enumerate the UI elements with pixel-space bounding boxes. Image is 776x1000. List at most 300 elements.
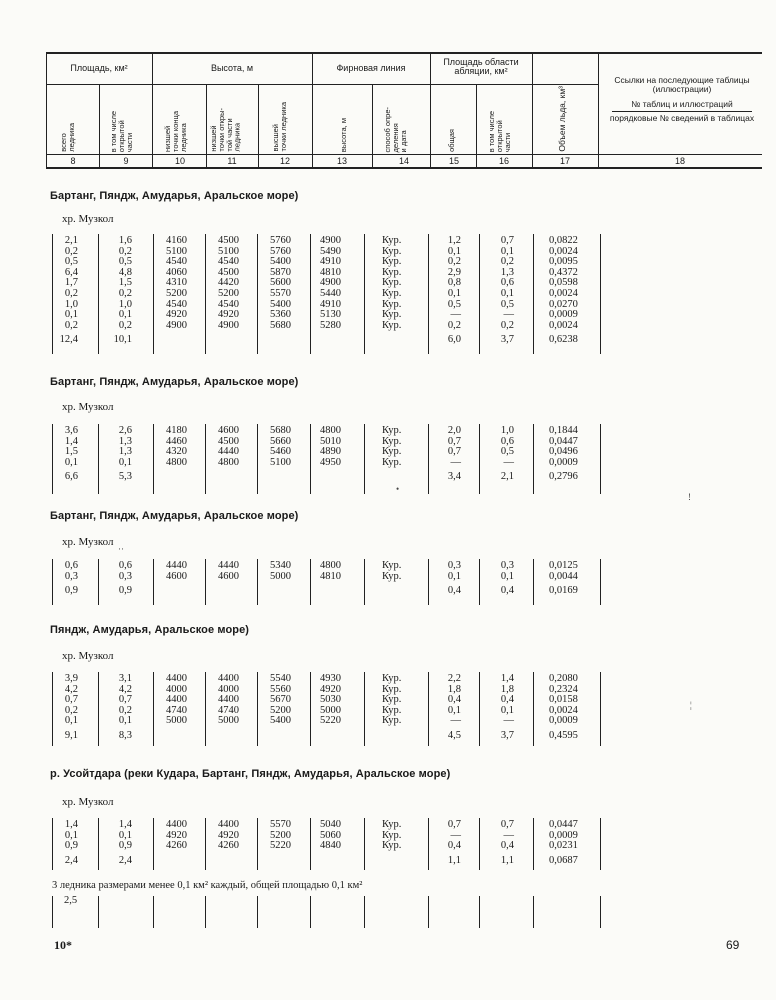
cell-ablation-total: — <box>450 715 461 727</box>
cell-firn-height: 4840 <box>320 840 341 852</box>
column-rule <box>310 234 311 354</box>
cell-ablation-total: 0,1 <box>447 288 461 299</box>
cell-ice-volume: 0,0231 <box>549 840 578 852</box>
column-rule <box>205 672 206 746</box>
column-rule <box>600 672 601 746</box>
column-rule <box>257 896 258 928</box>
cell-ice-volume: 0,0125 <box>549 560 578 571</box>
col-num: 17 <box>559 156 570 166</box>
cell-area-open: 4,8 <box>118 266 132 278</box>
cell-h-open-end: 4540 <box>218 256 239 268</box>
total-ice-volume: 0,0687 <box>549 854 578 866</box>
cell-ice-volume: 0,0009 <box>549 456 578 468</box>
cell-method: Кур. <box>382 245 402 257</box>
total-area-total: 12,4 <box>59 334 78 346</box>
total-ablation-total: 6,0 <box>447 334 461 346</box>
cell-h-open-end: 4500 <box>218 235 239 246</box>
cell-ablation-total: 2,2 <box>447 673 461 684</box>
column-rule <box>153 424 154 494</box>
cell-ablation-total: 0,2 <box>447 319 461 331</box>
cell-method: Кур. <box>382 456 402 468</box>
cell-area-total: 0,2 <box>64 319 78 331</box>
section-title: Бартанг, Пяндж, Амударья, Аральское море) <box>50 510 299 522</box>
total-ablation-open: 2,1 <box>500 471 514 483</box>
cell-ablation-total: 2,9 <box>447 266 461 278</box>
cell-ablation-total: 0,5 <box>447 298 461 310</box>
cell-area-total: 1,0 <box>64 298 78 310</box>
ridge-name: хр. Музкол <box>62 401 114 413</box>
cell-ice-volume: 0,0447 <box>549 819 578 830</box>
column-rule <box>533 234 534 354</box>
cell-firn-height: 4800 <box>320 425 341 436</box>
col-label-12: высшей точки ледника <box>271 102 288 152</box>
cell-firn-height: 5000 <box>320 704 341 716</box>
column-rule <box>600 559 601 605</box>
cell-h-end: 4440 <box>166 560 187 571</box>
header-group-rule <box>46 84 598 85</box>
cell-h-top: 5660 <box>270 435 291 447</box>
cell-area-total: 0,1 <box>64 715 78 727</box>
cell-h-top: 5200 <box>270 829 291 841</box>
cell-ice-volume: 0,0095 <box>549 256 578 268</box>
cell-h-end: 5100 <box>166 245 187 257</box>
cell-h-end: 4900 <box>166 319 187 331</box>
cell-ablation-open: — <box>503 456 514 468</box>
cell-ice-volume: 0,0024 <box>549 245 578 257</box>
cell-area-total: 0,1 <box>64 456 78 468</box>
column-rule <box>364 672 365 746</box>
cell-h-end: 4920 <box>166 829 187 841</box>
column-rule <box>310 424 311 494</box>
cell-area-open: 0,9 <box>118 840 132 852</box>
col-num: 15 <box>448 156 459 166</box>
ridge-name: хр. Музкол <box>62 213 114 225</box>
ridge-name: хр. Музкол <box>62 796 114 808</box>
cell-ice-volume: 0,0009 <box>549 309 578 321</box>
column-rule <box>52 896 53 928</box>
cell-method: Кур. <box>382 840 402 852</box>
cell-h-open-end: 4000 <box>218 683 239 695</box>
cell-method: Кур. <box>382 235 402 246</box>
col-label-16: в том числе открытой части <box>487 110 512 152</box>
cell-method: Кур. <box>382 319 402 331</box>
cell-ice-volume: 0,2080 <box>549 673 578 684</box>
cell-ice-volume: 0,2324 <box>549 683 578 695</box>
cell-h-open-end: 4740 <box>218 704 239 716</box>
column-rule <box>153 234 154 354</box>
col-label-9: в том числе открытой части <box>109 110 134 152</box>
cell-firn-height: 5440 <box>320 288 341 299</box>
cell-h-open-end: 5200 <box>218 288 239 299</box>
cell-firn-height: 5030 <box>320 694 341 706</box>
cell-area-total: 0,6 <box>64 560 78 571</box>
cell-area-open: 4,2 <box>118 683 132 695</box>
cell-method: Кур. <box>382 829 402 841</box>
col-num: 14 <box>398 156 409 166</box>
cell-firn-height: 5220 <box>320 715 341 727</box>
col-label-17: Объем льда, км³ <box>557 86 567 152</box>
col-label-8: всего ледника <box>59 123 76 152</box>
cell-method: Кур. <box>382 673 402 684</box>
total-ice-volume: 0,0169 <box>549 585 578 597</box>
col-num: 18 <box>674 156 685 166</box>
cell-method: Кур. <box>382 683 402 695</box>
note-text: 3 ледника размерами менее 0,1 км² каждый, общей площадью 0,1 км² <box>52 880 363 891</box>
cell-area-total: 0,2 <box>64 245 78 257</box>
cell-firn-height: 4950 <box>320 456 341 468</box>
column-rule <box>310 896 311 928</box>
column-rule <box>479 896 480 928</box>
cell-area-open: 1,5 <box>118 277 132 289</box>
refs-title: Ссылки на последующие таблицы (иллюстрации) <box>614 75 750 95</box>
cell-area-total: 0,2 <box>64 288 78 299</box>
cell-h-top: 5680 <box>270 425 291 436</box>
cell-h-end: 4060 <box>166 266 187 278</box>
cell-h-end: 4800 <box>166 456 187 468</box>
total-area-total: 6,6 <box>64 471 78 483</box>
column-rule <box>533 424 534 494</box>
section-title: Бартанг, Пяндж, Амударья, Аральское море) <box>50 376 299 388</box>
cell-ablation-open: 0,6 <box>500 435 514 447</box>
column-rule <box>364 896 365 928</box>
cell-firn-height: 5010 <box>320 435 341 447</box>
cell-area-open: 0,2 <box>118 319 132 331</box>
column-rule <box>310 672 311 746</box>
cell-method: Кур. <box>382 560 402 571</box>
cell-method: Кур. <box>382 298 402 310</box>
cell-ablation-open: 0,1 <box>500 245 514 257</box>
cell-area-total: 0,1 <box>64 829 78 841</box>
cell-firn-height: 4910 <box>320 256 341 268</box>
cell-h-end: 4400 <box>166 673 187 684</box>
section-title: Пяндж, Амударья, Аральское море) <box>50 624 250 636</box>
cell-h-end: 5200 <box>166 288 187 299</box>
cell-area-open: 0,1 <box>118 456 132 468</box>
cell-h-open-end: 4400 <box>218 673 239 684</box>
cell-ablation-total: 0,7 <box>447 819 461 830</box>
group-height: Высота, м <box>210 63 254 73</box>
cell-ablation-open: 0,2 <box>500 256 514 268</box>
cell-h-open-end: 4920 <box>218 309 239 321</box>
total-area-total: 2,4 <box>64 854 78 866</box>
cell-h-end: 4400 <box>166 694 187 706</box>
cell-h-top: 5570 <box>270 288 291 299</box>
cell-h-top: 5000 <box>270 570 291 582</box>
col-label-13: высота, м <box>339 117 348 152</box>
total-area-open: 5,3 <box>118 471 132 483</box>
cell-area-open: 3,1 <box>118 673 132 684</box>
cell-ablation-total: 0,7 <box>447 446 461 458</box>
cell-area-open: 0,2 <box>118 245 132 257</box>
cell-area-open: 0,2 <box>118 704 132 716</box>
cell-method: Кур. <box>382 266 402 278</box>
cell-area-total: 0,7 <box>64 694 78 706</box>
cell-ablation-total: 1,8 <box>447 683 461 695</box>
total-ice-volume: 0,2796 <box>549 471 578 483</box>
cell-area-total: 1,7 <box>64 277 78 289</box>
cell-method: Кур. <box>382 446 402 458</box>
page-number: 69 <box>726 938 740 952</box>
cell-h-top: 5200 <box>270 704 291 716</box>
cell-h-open-end: 4440 <box>218 560 239 571</box>
cell-ablation-open: 1,3 <box>500 266 514 278</box>
data-block <box>0 672 776 746</box>
cell-method: Кур. <box>382 256 402 268</box>
cell-h-top: 5540 <box>270 673 291 684</box>
cell-firn-height: 5490 <box>320 245 341 257</box>
cell-ice-volume: 0,0822 <box>549 235 578 246</box>
cell-ablation-total: 2,0 <box>447 425 461 436</box>
cell-ice-volume: 0,0158 <box>549 694 578 706</box>
cell-firn-height: 5280 <box>320 319 341 331</box>
total-ablation-open: 0,4 <box>500 585 514 597</box>
cell-h-open-end: 4540 <box>218 298 239 310</box>
total-area-open: 8,3 <box>118 730 132 741</box>
column-rule <box>153 896 154 928</box>
cell-ablation-open: 1,8 <box>500 683 514 695</box>
cell-area-total: 4,2 <box>64 683 78 695</box>
cell-ablation-total: 0,8 <box>447 277 461 289</box>
column-rule <box>364 818 365 870</box>
cell-h-open-end: 4400 <box>218 819 239 830</box>
column-rule <box>153 559 154 605</box>
total-area-open: 10,1 <box>113 334 132 346</box>
cell-ice-volume: 0,1844 <box>549 425 578 436</box>
cell-h-end: 5000 <box>166 715 187 727</box>
cell-ablation-open: 0,5 <box>500 298 514 310</box>
cell-area-open: 1,3 <box>118 435 132 447</box>
cell-ablation-open: 0,3 <box>500 560 514 571</box>
total-area-total: 0,9 <box>64 585 78 597</box>
cell-area-open: 0,6 <box>118 560 132 571</box>
cell-ice-volume: 0,0009 <box>549 715 578 727</box>
column-rule <box>310 818 311 870</box>
cell-ablation-total: 1,2 <box>447 235 461 246</box>
cell-ablation-open: — <box>503 309 514 321</box>
col-label-14: способ опре- деления и дата <box>383 106 408 152</box>
note-block <box>0 896 776 928</box>
column-rule <box>533 818 534 870</box>
cell-firn-height: 5130 <box>320 309 341 321</box>
cell-ice-volume: 0,0496 <box>549 446 578 458</box>
column-rule <box>428 896 429 928</box>
cell-ablation-total: — <box>450 309 461 321</box>
cell-h-open-end: 4600 <box>218 570 239 582</box>
column-rule <box>205 818 206 870</box>
group-ablation: Площадь области абляции, км² <box>443 57 519 77</box>
cell-h-open-end: 4500 <box>218 435 239 447</box>
cell-ablation-total: — <box>450 829 461 841</box>
cell-ablation-open: 0,6 <box>500 277 514 289</box>
cell-ablation-open: 0,7 <box>500 235 514 246</box>
document-page: Площадь, км² Высота, м Фирновая линия Площадь области абляции, км² всего ледника в том числе открытой части низшей точки конца ледника низшей точки откры- той части ледника высшей точки ледника высота, м способ опре- деления и дата общая в том числе открытой части Объем льда, км³ Ссылки на последующие таблицы (иллюстрации) № таблиц и иллюстраций порядковые № сведений в таблицах 8 9 10 11 12 13 14 15 16 17 18 Бартанг, Пяндж, Амударья, Аральское море) хр. Музкол 2,1 1,6 4160 4500 5760 4900 Кур. 1,2 0,7 0,0822 0,2 0,2 5100 5100 5760 5490 Кур. 0,1 0,1 0,0024 0,5 0,5 4540 4540 5400 4910 Кур. 0,2 0,2 0,0095 6,4 4,8 4060 4500 5870 4810 Кур. 2,9 1,3 0,4372 1,7 1,5 4310 4420 5600 4900 Кур. 0,8 0,6 0,0598 0,2 0,2 5200 5200 5570 5440 Кур. 0,1 0,1 0,0024 1,0 1,0 4540 4540 5400 4910 Кур. 0,5 0,5 0,0270 0,1 0,1 4920 4920 5360 5130 Кур. — — 0,0009 0,2 0,2 4900 4900 5680 5280 Кур. 0,2 0,2 0,0024 12,4 10,1 6,0 3,7 0,6238 Бартанг, Пяндж, Амударья, Аральское море) хр. Музкол 3,6 2,6 4180 4600 5680 4800 Кур. 2,0 1,0 0,1844 1,4 1,3 4460 4500 5660 5010 Кур. 0,7 0,6 0,0447 1,5 1,3 4320 4440 5460 4890 Кур. 0,7 0,5 0,0496 0,1 0,1 4800 4800 5100 4950 Кур. — — 0,0009 6,6 5,3 3,4 2,1 0,2796 • Бартанг, Пяндж, Амударья, Аральское море) хр. Музкол ·· 0,6 0,6 4440 4440 5340 4800 Кур. 0,3 0,3 0,0125 0,3 0,3 4600 4600 5000 4810 Кур. 0,1 0,1 0,0044 0,9 0,9 0,4 0,4 0,0169 Пяндж, Амударья, Аральское море) хр. Музкол 3,9 3,1 4400 4400 5540 4930 Кур. 2,2 1,4 0,2080 4,2 4,2 4000 4000 5560 4920 Кур. 1,8 1,8 0,2324 0,7 0,7 4400 4400 5670 5030 Кур. 0,4 0,4 0,0158 0,2 0,2 4740 4740 5200 5000 Кур. 0,1 0,1 0,0024 0,1 0,1 5000 5000 5400 5220 Кур. — — 0,0009 9,1 8,3 4,5 3,7 0,4595 р. Усойтдара (реки Кудара, Бартанг, Пяндж, Амударья, Аральское море) хр. Музкол 1,4 1,4 4400 4400 5570 5040 Кур. 0,7 0,7 0,0447 0,1 0,1 4920 4920 5200 5060 Кур. — — 0,0009 0,9 0,9 4260 4260 5220 4840 Кур. 0,4 0,4 0,0231 2,4 2,4 1,1 1,1 0,0687 3 ледника размерами менее 0,1 км² каждый, общей площадью 0,1 км² 2,5 10* 69 ! ¦ <box>0 0 776 1000</box>
col-num: 9 <box>123 156 129 166</box>
ridge-name: хр. Музкол <box>62 536 114 548</box>
cell-area-open: 0,5 <box>118 256 132 268</box>
section-title: р. Усойтдара (реки Кудара, Бартанг, Пяндж, Амударья, Аральское море) <box>50 768 451 780</box>
cell-h-end: 4160 <box>166 235 187 246</box>
cell-area-open: 1,6 <box>118 235 132 246</box>
cell-h-end: 4180 <box>166 425 187 436</box>
data-block <box>0 818 776 870</box>
note-value: 2,5 <box>64 895 78 906</box>
data-block <box>0 424 776 494</box>
column-rule <box>205 896 206 928</box>
cell-ablation-open: — <box>503 829 514 841</box>
cell-area-total: 3,6 <box>64 425 78 436</box>
cell-h-open-end: 4260 <box>218 840 239 852</box>
cell-h-open-end: 4400 <box>218 694 239 706</box>
cell-method: Кур. <box>382 309 402 321</box>
column-rule <box>205 559 206 605</box>
refs-sub-2: порядковые № сведений в таблицах <box>609 113 755 123</box>
cell-firn-height: 4890 <box>320 446 341 458</box>
col-num: 13 <box>336 156 347 166</box>
cell-firn-height: 4920 <box>320 683 341 695</box>
column-rule <box>600 896 601 928</box>
cell-h-top: 5760 <box>270 245 291 257</box>
total-ablation-total: 0,4 <box>447 585 461 597</box>
cell-h-open-end: 5100 <box>218 245 239 257</box>
cell-area-total: 1,5 <box>64 446 78 458</box>
cell-area-total: 6,4 <box>64 266 78 278</box>
cell-h-top: 5360 <box>270 309 291 321</box>
column-rule <box>257 672 258 746</box>
cell-h-open-end: 4800 <box>218 456 239 468</box>
column-rule <box>600 818 601 870</box>
cell-h-open-end: 4500 <box>218 266 239 278</box>
cell-ablation-total: 0,4 <box>447 840 461 852</box>
cell-ablation-open: 0,5 <box>500 446 514 458</box>
cell-h-open-end: 4600 <box>218 425 239 436</box>
cell-ablation-total: 0,2 <box>447 256 461 268</box>
cell-h-end: 4920 <box>166 309 187 321</box>
cell-h-top: 5670 <box>270 694 291 706</box>
total-area-open: 0,9 <box>118 585 132 597</box>
cell-method: Кур. <box>382 277 402 289</box>
cell-h-end: 4320 <box>166 446 187 458</box>
cell-firn-height: 4810 <box>320 570 341 582</box>
cell-h-top: 5400 <box>270 256 291 268</box>
column-rule <box>533 896 534 928</box>
group-firn-line: Фирновая линия <box>336 63 406 73</box>
cell-h-top: 5570 <box>270 819 291 830</box>
cell-ablation-total: 0,1 <box>447 704 461 716</box>
cell-ice-volume: 0,4372 <box>549 266 578 278</box>
cell-h-top: 5340 <box>270 560 291 571</box>
col-num: 11 <box>227 156 237 166</box>
group-area: Площадь, км² <box>70 63 128 73</box>
cell-ablation-open: 1,4 <box>500 673 514 684</box>
cell-ice-volume: 0,0024 <box>549 319 578 331</box>
cell-area-total: 0,2 <box>64 704 78 716</box>
cell-area-total: 0,5 <box>64 256 78 268</box>
cell-h-top: 5460 <box>270 446 291 458</box>
cell-method: Кур. <box>382 288 402 299</box>
cell-method: Кур. <box>382 694 402 706</box>
cell-area-total: 0,1 <box>64 309 78 321</box>
cell-method: Кур. <box>382 819 402 830</box>
column-rule <box>533 559 534 605</box>
total-ablation-open: 1,1 <box>500 854 514 866</box>
cell-h-top: 5220 <box>270 840 291 852</box>
cell-h-end: 4260 <box>166 840 187 852</box>
cell-ablation-open: 0,1 <box>500 704 514 716</box>
cell-area-total: 1,4 <box>64 819 78 830</box>
cell-h-open-end: 4420 <box>218 277 239 289</box>
col-num: 12 <box>279 156 290 166</box>
cell-h-top: 5400 <box>270 298 291 310</box>
cell-method: Кур. <box>382 704 402 716</box>
cell-h-end: 4600 <box>166 570 187 582</box>
total-ablation-open: 3,7 <box>500 730 514 741</box>
cell-h-open-end: 4920 <box>218 829 239 841</box>
cell-ablation-total: 0,1 <box>447 570 461 582</box>
cell-h-top: 5760 <box>270 235 291 246</box>
cell-ice-volume: 0,0044 <box>549 570 578 582</box>
cell-method: Кур. <box>382 435 402 447</box>
cell-area-open: 1,4 <box>118 819 132 830</box>
cell-firn-height: 4800 <box>320 560 341 571</box>
total-ice-volume: 0,6238 <box>549 334 578 346</box>
cell-ablation-total: — <box>450 456 461 468</box>
section-title: Бартанг, Пяндж, Амударья, Аральское море) <box>50 190 299 202</box>
cell-ablation-open: 0,4 <box>500 840 514 852</box>
cell-firn-height: 4900 <box>320 235 341 246</box>
column-rule <box>310 559 311 605</box>
cell-h-end: 4740 <box>166 704 187 716</box>
header-bottom-rule <box>46 167 762 169</box>
table-header <box>46 52 762 170</box>
cell-area-total: 2,1 <box>64 235 78 246</box>
cell-ice-volume: 0,0270 <box>549 298 578 310</box>
refs-sub-1: № таблиц и иллюстраций <box>631 99 733 109</box>
col-label-10: низшей точки конца ледника <box>163 111 188 152</box>
cell-ablation-open: 1,0 <box>500 425 514 436</box>
cell-area-open: 0,1 <box>118 829 132 841</box>
column-rule <box>600 234 601 354</box>
cell-area-open: 0,3 <box>118 570 132 582</box>
cell-area-total: 0,9 <box>64 840 78 852</box>
cell-firn-height: 4910 <box>320 298 341 310</box>
total-ice-volume: 0,4595 <box>549 730 578 741</box>
column-rule <box>98 896 99 928</box>
cell-firn-height: 5060 <box>320 829 341 841</box>
cell-h-top: 5560 <box>270 683 291 695</box>
total-area-open: 2,4 <box>118 854 132 866</box>
column-rule <box>533 672 534 746</box>
cell-h-top: 5100 <box>270 456 291 468</box>
data-block <box>0 234 776 354</box>
cell-ablation-total: 0,3 <box>447 560 461 571</box>
cell-h-end: 4310 <box>166 277 187 289</box>
cell-h-top: 5400 <box>270 715 291 727</box>
cell-h-open-end: 4900 <box>218 319 239 331</box>
cell-firn-height: 4810 <box>320 266 341 278</box>
cell-h-end: 4400 <box>166 819 187 830</box>
cell-h-top: 5600 <box>270 277 291 289</box>
cell-area-open: 0,2 <box>118 288 132 299</box>
column-rule <box>153 818 154 870</box>
cell-h-end: 4460 <box>166 435 187 447</box>
cell-ice-volume: 0,0024 <box>549 288 578 299</box>
column-rule <box>257 424 258 494</box>
column-rule <box>153 672 154 746</box>
cell-ablation-open: — <box>503 715 514 727</box>
cell-area-open: 0,1 <box>118 309 132 321</box>
cell-area-open: 0,1 <box>118 715 132 727</box>
footer-left: 10* <box>54 938 72 952</box>
